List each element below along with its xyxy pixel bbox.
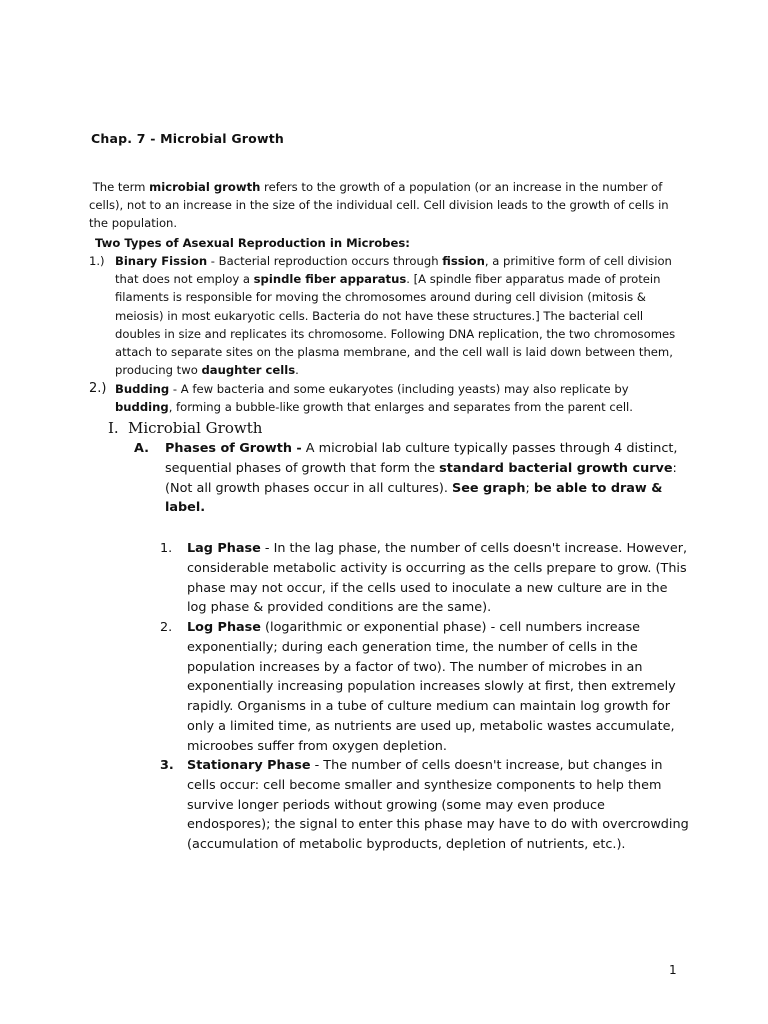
phase-body [187, 539, 690, 618]
item-number: 2.) [89, 381, 107, 396]
term-daughter-cells: daughter cells [201, 363, 296, 378]
phase-label-stationary: Stationary Phase [187, 758, 311, 773]
subsection-body [165, 439, 694, 518]
subsection-heading: Phases of Growth - [165, 441, 302, 456]
term-see-graph: See graph [452, 480, 526, 496]
phase-number: 1. [160, 541, 173, 556]
item-body [115, 252, 679, 379]
intro-paragraph [89, 178, 679, 233]
chapter-title: Chap. 7 - Microbial Growth [91, 131, 284, 146]
section-heading-microbial-growth [108, 419, 262, 437]
section-numeral: I. [108, 419, 119, 437]
phase-log [160, 618, 690, 757]
term-draw-and-label: be able to draw & label. [165, 480, 663, 516]
item-binary-fission [89, 252, 679, 379]
phase-body [187, 618, 690, 757]
subsection-text: A microbial lab culture typically passes through 4 distinct, sequential phases of growth that form the [165, 441, 678, 476]
phase-label-log: Log Phase [187, 620, 261, 635]
term-standard-growth-curve: standard bacterial growth curve [439, 460, 673, 476]
phase-lag [160, 539, 690, 618]
item-text: , a primitive form of cell division that does not employ a [115, 254, 672, 287]
term-fission: fission [442, 254, 485, 268]
subsection-text: ; [525, 480, 534, 496]
page-number: 1 [669, 963, 677, 977]
intro-term-microbial-growth: microbial growth [149, 180, 261, 194]
item-body [115, 380, 679, 416]
item-text: . [295, 363, 299, 378]
phase-text: - In the lag phase, the number of cells doesn't increase. However, considerable metabolic activity is occurring as the cells prepare to grow. (This phase may not occur, if the cells used to inoculate a new culture are in the log phase & provided conditions are the same). [187, 541, 688, 616]
intro-text-1: The term [92, 180, 150, 194]
item-label-budding: Budding [115, 382, 170, 396]
subsection-phases-of-growth [134, 439, 694, 518]
item-text: . [A spindle fiber apparatus made of protein filaments is responsible for moving the chromosomes around during cell division (mitosis & meiosis) in most eukaryotic cells. Bacteria do not have these structures.] The bacterial cell doubles in size and replicates its chromosome. Following DNA replication, the two chromosomes attach to separate sites on the plasma membrane, and the cell wall is laid down between them, producing two [115, 272, 676, 378]
subsection-text: : (Not all growth phases occur in all cultures). [165, 460, 677, 496]
section-heading: Microbial Growth [128, 419, 263, 437]
term-spindle-fiber-apparatus: spindle fiber apparatus [253, 272, 407, 287]
phase-text: (logarithmic or exponential phase) - cell numbers increase exponentially; during each generation time, the number of cells in the population increases by a factor of two). The number of microbes in an exponentially increasing population increases slowly at first, then extremely rapidly. Organisms in a tube of culture medium can maintain log growth for only a limited time, as nutrients are used up, metabolic wastes accumulate, microobes suffer from oxygen depletion. [187, 620, 676, 754]
phase-body [187, 756, 690, 855]
phase-label-lag: Lag Phase [187, 541, 261, 556]
item-budding [89, 380, 679, 416]
item-text: , forming a bubble-like growth that enlarges and separates from the parent cell. [168, 400, 633, 415]
phase-text: - The number of cells doesn't increase, but changes in cells occur: cell become smaller and synthesize components to help them survive longer periods without growing (some may even produce endospores); the signal to enter this phase may have to do with overcrowding (accumulation of metabolic byproducts, depletion of nutrients, etc.). [187, 758, 689, 853]
phase-number: 3. [160, 758, 174, 773]
item-label-binary-fission: Binary Fission [115, 254, 208, 268]
item-text: - A few bacteria and some eukaryotes (including yeasts) may also replicate by [169, 382, 629, 396]
asexual-reproduction-heading: Two Types of Asexual Reproduction in Microbes: [95, 236, 410, 250]
item-number: 1.) [89, 254, 105, 268]
phase-number: 2. [160, 620, 173, 635]
phase-stationary [160, 756, 690, 855]
subsection-label: A. [134, 441, 150, 456]
term-budding: budding [115, 400, 169, 415]
item-text: - Bacterial reproduction occurs through [207, 254, 443, 268]
intro-text-2: refers to the growth of a population (or an increase in the number of cells), not to an increase in the size of the individual cell. Cell division leads to the growth of cells in the population. [89, 180, 669, 231]
